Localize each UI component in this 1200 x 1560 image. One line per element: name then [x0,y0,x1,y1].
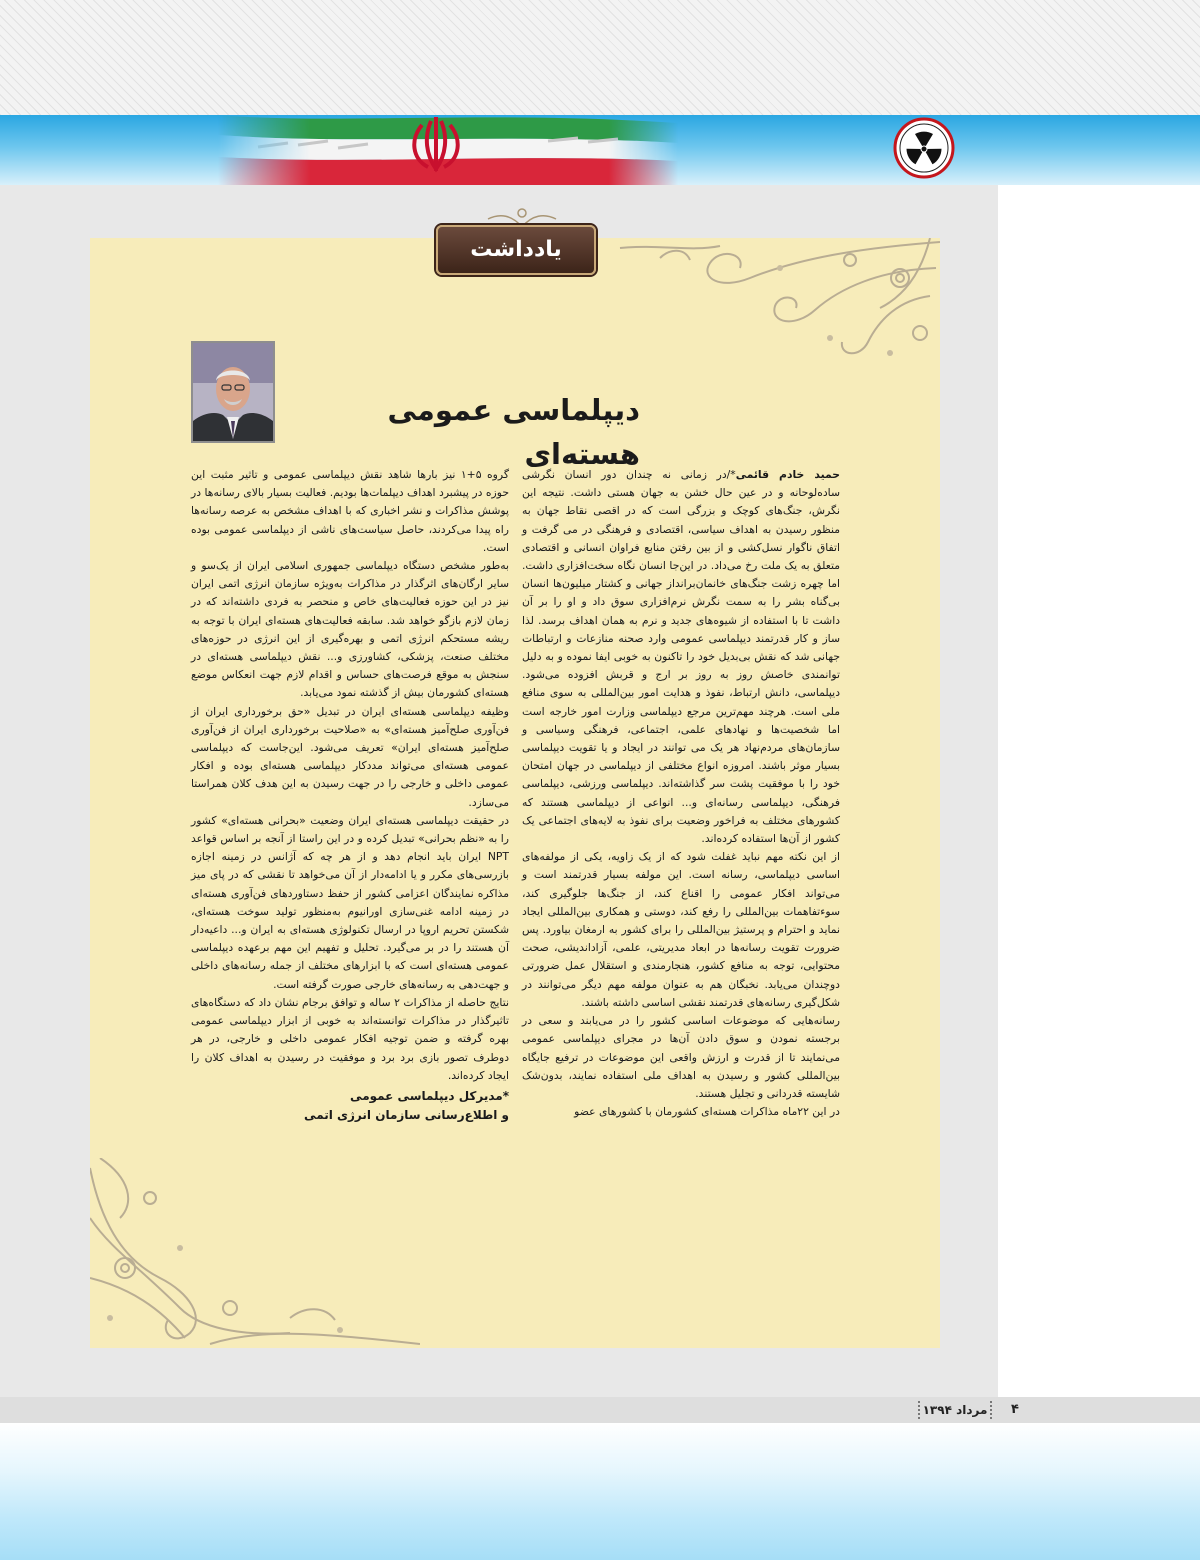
author-photo [191,341,275,443]
article-paragraph: وظیفه دیپلماسی هسته‌ای ایران در تبدیل «حق برخورداری ایران از فن‌آوری صلح‌آمیز هسته‌ای» به «صلاحیت برخورداری ایران از فن‌آوری صلح‌آمیز هسته‌ای ایران» تعریف می‌شود. این‌جاست که دیپلماسی عمومی هسته‌ای می‌تواند مددکار دیپلماسی هسته‌ای بوده و افکار عمومی داخلی و خارجی را در جهت رسیدن به این هدف کلان همراستا می‌سازد. [191,704,509,809]
article-paragraph: رسانه‌هایی که موضوعات اساسی کشور را در می‌یابند و سعی در برجسته نمودن و سوق دادن آن‌ها در مجرای دیپلماسی عمومی می‌نمایند تا از قدرت و ارزش واقعی این موضوعات در ترفیع جایگاه بین‌المللی کشور و رسیدن به اهداف ملی استفاده نمایند، بدون‌شک شایسته قدردانی و تجلیل هستند. [522,1014,840,1100]
bottom-gradient [0,1423,1200,1560]
author-name: حمید خادم قائمی [735,468,840,481]
ornament-bottom-left-icon [90,1158,420,1348]
section-label: یادداشت [436,225,596,275]
paragraph-text: در زمانی نه چندان دور انسان نگرشی ساده‌لوحانه و در عین حال خشن به جهان هستی داشت. نتیجه این نگرش، جنگ‌های کوچک و بزرگی است که در اقصی نقاط جهان به منظور رسیدن به اهداف سیاسی، اقتصادی و فرهنگی در می گرفت و اتفاق ناگوار نسل‌کشی و از بین رفتن منابع فراوان انسانی و اقتصادی متعلق به یک ملت رخ می‌داد. در این‌جا انسان نگاه سخت‌افزاری داشت. اما چهره زشت جنگ‌های خانمان‌برانداز جهانی و کشتار میلیون‌ها انسان بی‌گناه بشر را به سمت نگرش نرم‌افزاری سوق داد و او را بر آن داشت تا با استفاده از شیوه‌های جدید و نرم به همان اهداف برسد. لذا ساز و کار قدرتمند دیپلماسی عمومی وارد صحنه منازعات و ارتباطات جهانی شد که نقش بی‌بدیل خود را تاکنون به خوبی ایفا نموده و به دلیل توانمندی خاصش روز به روز بر ارج و قربش افزوده می‌شود. دیپلماسی، دانش ارتباط، نفوذ و هدایت امور بین‌المللی به سوی منافع ملی است. هرچند مهم‌ترین مرجع دیپلماسی وزارت امور خارجه است اما شخصیت‌ها و نهادهای علمی، اجتماعی، فرهنگی وسیاسی و سازمان‌های مردم‌نهاد هر یک می توانند در ایجاد و یا تقویت دیپلماسی بسیار موثر باشند. امروزه انواع مختلفی از دیپلماسی در جهان امتحان خود را با موفقیت پشت سر گذاشته‌اند. دیپلماسی ورزشی، دیپلماسی فرهنگی، دیپلماسی رسانه‌ای و... انواعی از دیپلماسی هستند که کشورهای مختلف به فراخور وضعیت برای نفوذ به لایه‌های اجتماعی یک کشور از آن‌ها استفاده کرده‌اند. [522,468,840,846]
article-paragraph: نتایج حاصله از مذاکرات ۲ ساله و توافق برجام نشان داد که دستگاه‌های تاثیرگذار در مذاکرات توانسته‌اند به خوبی از ابزار دیپلماسی عمومی بهره گرفته و ضمن توجیه افکار عمومی داخلی و خارجی، در هر دوطرف تصور بازی برد برد و موفقیت در رسیدن به اهداف کلان را ایجاد کرده‌اند. [191,995,509,1082]
article-column-right [522,466,840,1121]
signature-line: *مدیرکل دیپلماسی عمومی [350,1088,509,1103]
article-paragraph: از این نکته مهم نباید غفلت شود که از یک زاویه، یکی از مولفه‌های اساسی دیپلماسی، رسانه است. این مولفه بسیار قدرتمند است و می‌تواند افکار عمومی را اقناع کند، از جنگ‌ها جلوگیری کند، سوء‌تفاهمات بین‌المللی را رفع کند، دوستی و همکاری بین‌المللی ایجاد نماید و احترام و پرستیژ بین‌المللی را برای کشور به ارمغان بیاورد. پس ضرورت تقویت رسانه‌ها در ابعاد مدیریتی، علمی، آزاداندیشی، صحت محتوایی، توجه به منافع کشور، هنجارمندی و استقلال عمل ضرورتی دوچندان می‌یابد. نخبگان هم به عنوان مولفه مهم دیگر می‌توانند در شکل‌گیری رسانه‌های قدرتمند نقشی اساسی داشته باشند. [522,850,840,1009]
article-paragraph: در حقیقت دیپلماسی هسته‌ای ایران وضعیت «بحرانی هسته‌ای» کشور را به «نظم بحرانی» تبدیل کرده و در این راستا از آنجه بر اساس قواعد NPT ایران باید انجام دهد و از هر چه که آژانس در زمینه اجازه بازرسی‌های مکرر و یا ادامه‌دار از آن می‌خواهد تا نقشی که در پای میز مذاکره نمایندگان اعزامی کشور از حفظ دستاوردهای فن‌آوری هسته‌ای در زمینه ادامه غنی‌سازی اورانیوم به‌منظور تولید سوخت هسته‌ای، شکستن تحریم اروپا در ارسال تکنولوژی هسته‌ای به ایران و... داعیه‌دار آن هستند را در بر می‌گیرد. تحلیل و تفهیم این مهم برعهده دیپلماسی عمومی هسته‌ای است که با ابزارهای مختلف از جمله رسانه‌های داخلی و جهت‌دهی به رسانه‌های خارجی صورت گرفته است. [191,813,509,991]
article-paragraph: به‌طور مشخص دستگاه دیپلماسی جمهوری اسلامی ایران از یک‌سو و سایر ارگان‌های اثرگذار در مذاکرات به‌ویژه سازمان انرژی اتمی ایران نیز در این حوزه فعالیت‌های خاص و منحصر به فردی داشته‌اند که در زمان لازم بازگو خواهد شد. سابقه فعالیت‌های هسته‌ای ایران با توجه به ریشه مستحکم انرژی اتمی و بهره‌گیری از این انرژی در حوزه‌های مختلف صنعت، پزشکی، کشاورزی و... نقش دیپلماسی هسته‌ای در سنجش به موقع فرصت‌های حساس و اقدام لازم جهت انعکاس موضع هسته‌ای کشورمان بیش از گذشته نمود می‌یابد. [191,559,509,700]
page-number: ۴ [1011,1402,1019,1417]
article-paragraph: در این ۲۲ماه مذاکرات هسته‌ای کشورمان با کشورهای عضو [574,1105,840,1119]
article-paragraph: گروه ۵+۱ نیز بارها شاهد نقش دیپلماسی عمومی و تاثیر مثبت این حوزه در پیشبرد اهداف دیپلمات‌ها بودیم. فعالیت بسیار بالای رسانه‌ها در پوشش مذاکرات و نشر اخباری که با اهداف مشخص به عرصه رسانه‌ها راه پیدا می‌کردند، حاصل سیاست‌های ناشی از دیپلماسی عمومی بوده است. [191,468,509,554]
top-pattern-band [0,0,1200,115]
header-banner [0,115,1200,185]
signature-line: و اطلاع‌رسانی سازمان انرژی اتمی [304,1107,509,1122]
radiation-icon [893,117,955,179]
ornament-top-right-icon [600,238,940,368]
issue-date: مرداد ۱۳۹۴ [918,1401,992,1419]
iran-flag-image [218,115,678,185]
article-column-left [191,466,509,1125]
author-marker: */ [726,468,736,481]
article-title: دیپلماسی عمومی هسته‌ای [387,393,640,471]
article-paragraph [522,466,840,848]
author-signature [191,1087,509,1125]
